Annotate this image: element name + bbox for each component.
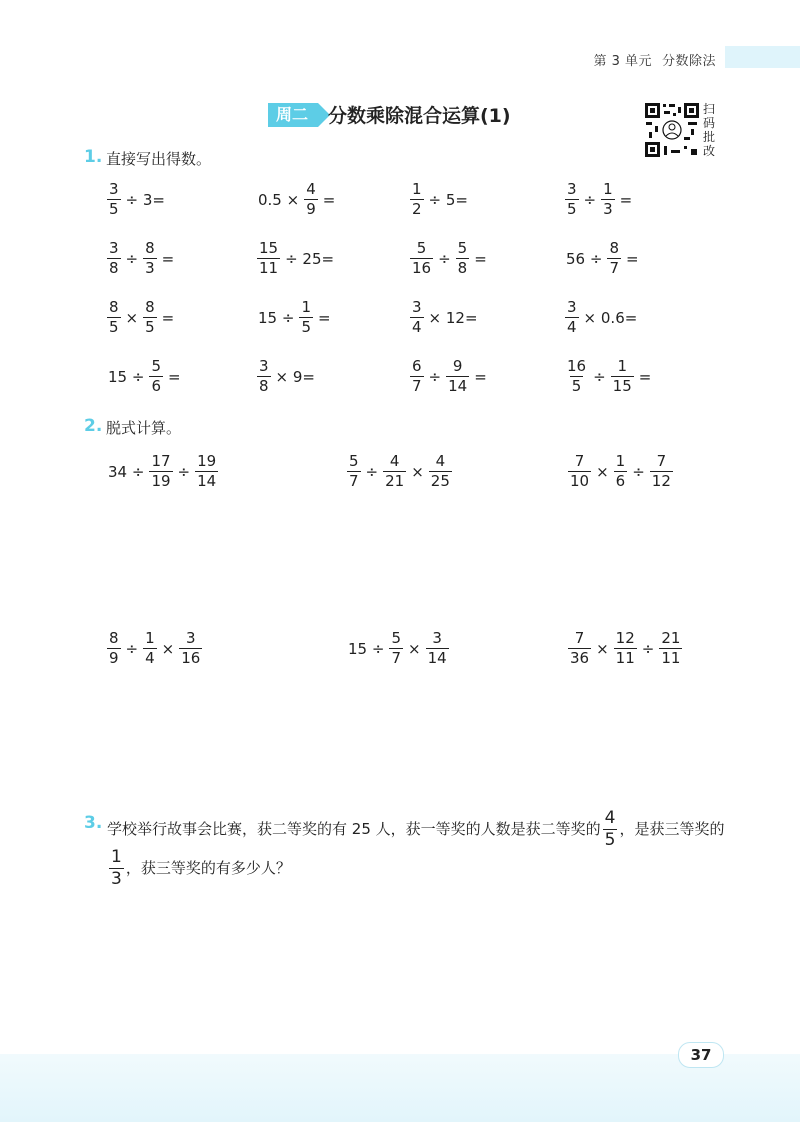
q3-text-middle: ，是获三等奖的	[619, 820, 725, 838]
denominator: 4	[412, 318, 422, 336]
denominator: 5	[301, 318, 311, 336]
operator-text: ÷	[177, 462, 191, 481]
question-1-prompt: 直接写出得数。	[106, 150, 212, 168]
operator-text: =	[317, 308, 331, 327]
step-calc-item	[105, 631, 204, 666]
numerator: 8	[145, 239, 155, 257]
operator-text: =	[619, 190, 633, 209]
fraction	[107, 631, 121, 666]
operator-text: 56 ÷	[566, 249, 603, 268]
numerator: 4	[435, 452, 446, 470]
fraction	[607, 241, 621, 276]
numerator: 9	[452, 357, 463, 375]
denominator: 2	[412, 200, 422, 218]
denominator: 5	[109, 318, 119, 336]
operator-text: =	[474, 249, 487, 268]
numerator: 4	[306, 180, 316, 198]
numerator: 7	[574, 629, 585, 647]
q3-fraction-1: $\frac{4}{5}$	[604, 808, 616, 850]
oral-calc-item	[255, 241, 337, 276]
fraction	[257, 241, 280, 276]
fraction	[299, 300, 313, 335]
denominator: 7	[391, 649, 401, 667]
operator-text: =	[161, 249, 175, 268]
numerator: 19	[197, 452, 217, 470]
step-calc-item	[105, 454, 220, 489]
numerator: 5	[391, 629, 401, 647]
denominator: 19	[151, 472, 171, 490]
question-2-number: 2.	[84, 416, 103, 436]
oral-calc-item	[255, 359, 318, 394]
operator-text: =	[322, 190, 336, 209]
operator-text: ÷	[125, 639, 139, 658]
operator-text: 15 ÷	[108, 367, 145, 386]
fraction	[659, 631, 682, 666]
operator-text: ×	[596, 462, 609, 481]
oral-calc-item	[408, 359, 490, 394]
fraction	[456, 241, 470, 276]
operator-text: ÷	[438, 249, 451, 268]
operator-text: ÷	[125, 249, 139, 268]
numerator: 7	[574, 452, 585, 470]
fraction	[565, 359, 588, 394]
oral-calc-item	[563, 182, 635, 217]
operator-text: =	[474, 367, 487, 386]
fraction	[149, 454, 172, 489]
numerator: 3	[412, 298, 422, 316]
oral-calc-item	[563, 300, 640, 335]
fraction	[446, 359, 469, 394]
numerator: 3	[186, 629, 196, 647]
qr-code-icon[interactable]	[644, 102, 700, 158]
operator-text: ÷	[641, 639, 655, 658]
oral-calc-item	[105, 182, 168, 217]
fraction	[568, 631, 591, 666]
denominator: 11	[661, 649, 681, 667]
denominator: 12	[651, 472, 671, 490]
denominator: 9	[306, 200, 316, 218]
denominator: 8	[259, 377, 269, 395]
denominator: 11	[259, 259, 279, 277]
numerator: 1	[603, 180, 613, 198]
denominator: 7	[349, 472, 359, 490]
denominator: 16	[412, 259, 432, 277]
fraction	[410, 300, 424, 335]
operator-text: ×	[407, 639, 421, 658]
operator-text: =	[625, 249, 639, 268]
oral-calc-item	[408, 241, 490, 276]
question-2-prompt: 脱式计算。	[106, 419, 182, 437]
operator-text: ×	[596, 639, 609, 658]
denominator: 15	[612, 377, 632, 395]
step-calc-item	[345, 454, 454, 489]
oral-calc-item	[255, 182, 338, 217]
fraction	[107, 241, 121, 276]
numerator: 3	[109, 180, 119, 198]
q3-text-after: ，获三等奖的有多少人？	[125, 859, 291, 877]
operator-text: ÷	[593, 367, 606, 386]
operator-text: ×	[161, 639, 175, 658]
topic-label: 分数除法	[661, 54, 716, 69]
numerator: 7	[656, 452, 667, 470]
denominator: 9	[109, 649, 119, 667]
denominator: 7	[412, 377, 422, 395]
oral-calc-item	[105, 359, 184, 394]
denominator: 16	[181, 649, 201, 667]
q3-text-before: 学校举行故事会比赛，获二等奖的有 25 人，获一等奖的人数是获二等奖的	[107, 820, 601, 838]
operator-text: =	[638, 367, 652, 386]
fraction	[611, 359, 634, 394]
fraction	[179, 631, 202, 666]
operator-text: ÷	[583, 190, 597, 209]
fraction	[143, 241, 157, 276]
fraction	[429, 454, 452, 489]
fraction	[143, 300, 157, 335]
unit-label: 第 3 单元	[593, 54, 652, 69]
numerator: 3	[259, 357, 269, 375]
denominator: 25	[430, 472, 450, 490]
operator-text: 34 ÷	[108, 462, 145, 481]
numerator: 16	[567, 357, 587, 375]
fraction	[614, 454, 628, 489]
denominator: 3	[603, 200, 613, 218]
operator-text: × 0.6=	[583, 308, 638, 327]
operator-text: =	[167, 367, 181, 386]
operator-text: ÷ 25=	[285, 249, 335, 268]
fraction	[389, 631, 403, 666]
denominator: 4	[567, 318, 577, 336]
operator-text: × 9=	[275, 367, 315, 386]
header-breadcrumb	[583, 50, 716, 69]
fraction	[565, 300, 579, 335]
footer-band	[0, 1054, 800, 1122]
denominator: 11	[615, 649, 635, 667]
operator-text: =	[161, 308, 175, 327]
fraction	[601, 182, 615, 217]
fraction	[257, 359, 271, 394]
fraction	[107, 182, 121, 217]
fraction	[347, 454, 361, 489]
numerator: 1	[615, 452, 626, 470]
oral-calc-item	[563, 359, 654, 394]
numerator: 1	[412, 180, 422, 198]
question-3-number: 3.	[84, 813, 103, 833]
fraction	[304, 182, 318, 217]
operator-text: ×	[125, 308, 139, 327]
oral-calc-item	[563, 241, 642, 276]
question-3-word-problem	[107, 810, 727, 888]
question-1-number: 1.	[84, 147, 103, 167]
fraction	[426, 631, 449, 666]
denominator: 10	[570, 472, 590, 490]
numerator: 5	[349, 452, 359, 470]
denominator: 8	[457, 259, 468, 277]
step-calc-item	[566, 631, 684, 666]
denominator: 4	[145, 649, 155, 667]
numerator: 5	[151, 357, 161, 375]
operator-text: 15 ÷	[348, 639, 385, 658]
fraction	[107, 300, 121, 335]
oral-calc-item	[408, 300, 481, 335]
operator-text: ×	[411, 462, 424, 481]
step-calc-item	[566, 454, 675, 489]
numerator: 3	[567, 298, 577, 316]
numerator: 8	[145, 298, 155, 316]
page-title: 分数乘除混合运算(1)	[328, 105, 511, 127]
operator-text: ÷ 5=	[428, 190, 468, 209]
numerator: 3	[109, 239, 119, 257]
numerator: 8	[109, 298, 119, 316]
numerator: 8	[109, 629, 119, 647]
operator-text: ÷	[428, 367, 442, 386]
oral-calc-item	[105, 300, 177, 335]
denominator: 14	[427, 649, 447, 667]
numerator: 1	[145, 629, 155, 647]
numerator: 15	[259, 239, 279, 257]
step-calc-item	[345, 631, 451, 666]
fraction	[568, 454, 591, 489]
fraction	[614, 631, 637, 666]
denominator: 14	[448, 377, 468, 395]
denominator: 7	[609, 259, 619, 277]
denominator: 8	[109, 259, 119, 277]
day-tag: 周二	[268, 103, 318, 127]
denominator: 5	[571, 377, 582, 395]
numerator: 3	[567, 180, 577, 198]
numerator: 3	[432, 629, 442, 647]
operator-text: ÷	[632, 462, 645, 481]
denominator: 5	[145, 318, 155, 336]
fraction	[565, 182, 579, 217]
operator-text: × 12=	[428, 308, 478, 327]
scan-to-grade-label: 扫 码 批 改	[703, 102, 716, 158]
operator-text: ÷ 3=	[125, 190, 165, 209]
denominator: 5	[109, 200, 119, 218]
oral-calc-item	[408, 182, 471, 217]
header-band	[725, 46, 800, 68]
numerator: 21	[661, 629, 681, 647]
fraction	[149, 359, 163, 394]
denominator: 6	[151, 377, 161, 395]
fraction	[143, 631, 157, 666]
numerator: 5	[457, 239, 468, 257]
fraction	[383, 454, 406, 489]
denominator: 14	[197, 472, 217, 490]
denominator: 5	[567, 200, 577, 218]
numerator: 12	[615, 629, 635, 647]
operator-text: 15 ÷	[258, 308, 295, 327]
denominator: 36	[570, 649, 590, 667]
fraction	[410, 359, 424, 394]
numerator: 4	[389, 452, 400, 470]
fraction	[195, 454, 218, 489]
oral-calc-item	[105, 241, 177, 276]
fraction	[410, 182, 424, 217]
numerator: 1	[301, 298, 311, 316]
oral-calc-item	[255, 300, 334, 335]
denominator: 21	[385, 472, 405, 490]
fraction	[650, 454, 673, 489]
denominator: 6	[615, 472, 626, 490]
denominator: 3	[145, 259, 155, 277]
numerator: 5	[416, 239, 427, 257]
fraction	[410, 241, 433, 276]
numerator: 6	[412, 357, 422, 375]
q3-fraction-2: $\frac{1}{3}$	[111, 847, 122, 889]
numerator: 1	[617, 357, 627, 375]
numerator: 17	[151, 452, 171, 470]
operator-text: ÷	[365, 462, 379, 481]
numerator: 8	[609, 239, 619, 257]
page-number: 37	[678, 1042, 724, 1068]
operator-text: 0.5 ×	[258, 190, 300, 209]
